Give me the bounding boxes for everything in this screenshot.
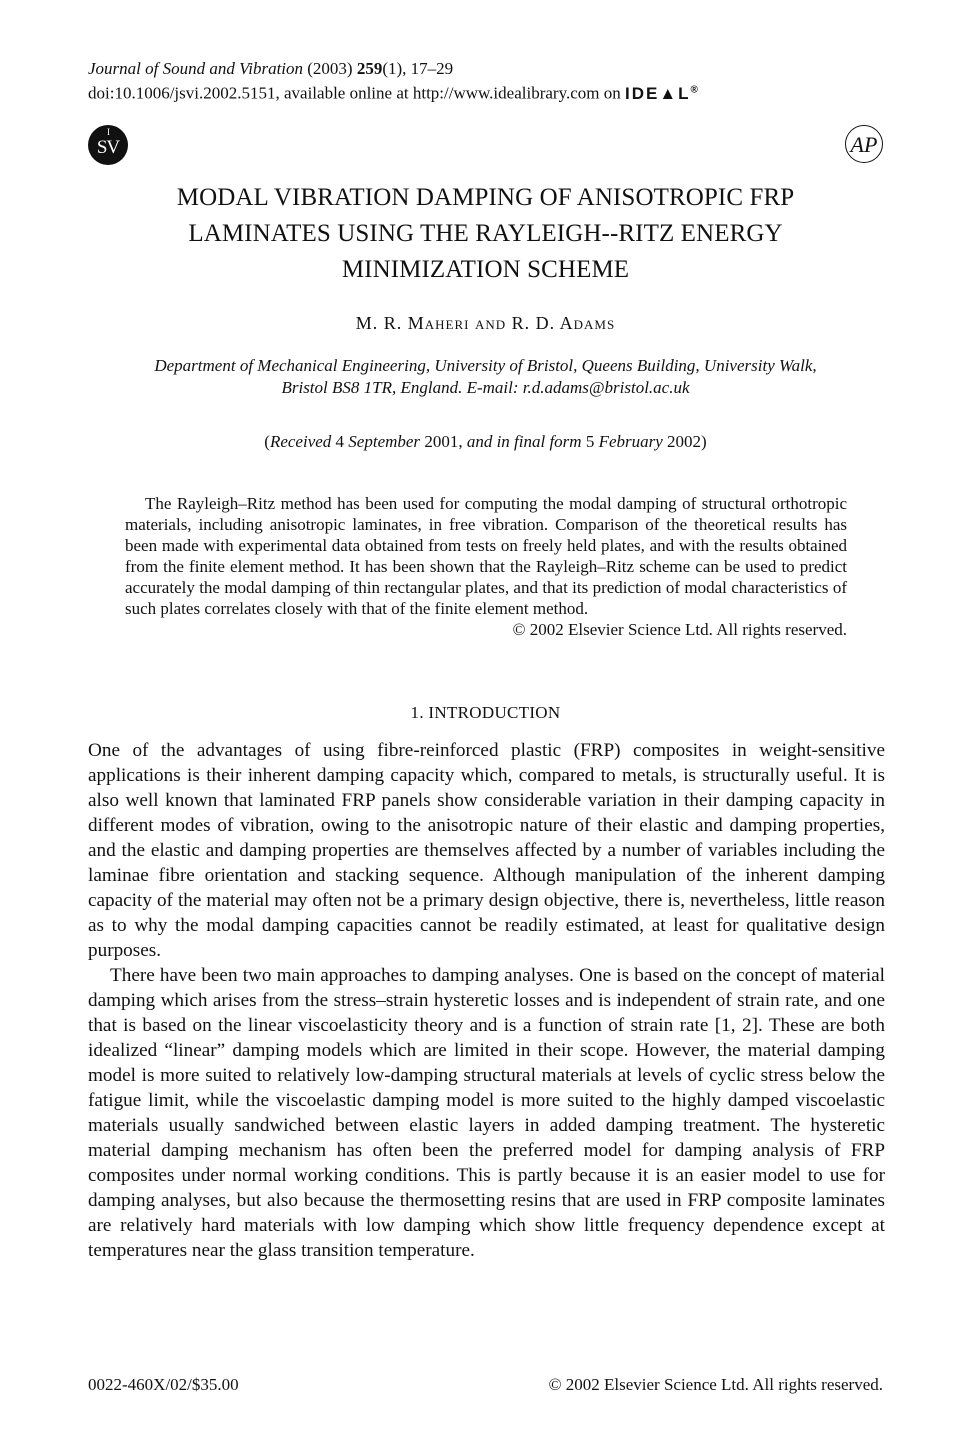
- doi-text: doi:10.1006/jsvi.2002.5151, available online at http://www.idealibrary.com on: [88, 83, 621, 103]
- journal-citation: [88, 58, 698, 79]
- sv-publisher-logo: I SV: [88, 125, 128, 165]
- paragraph: One of the advantages of using fibre-reinforced plastic (FRP) composites in weight-sensitive applications is their inherent damping capacity which, compared to metals, is structurally useful. It is also well known that laminated FRP panels show considerable variation in their damping capacity in different modes of vibration, owing to the anisotropic nature of their elastic and damping properties, and the elastic and damping properties are themselves affected by a number of variables including the laminae fibre orientation and stacking sequence. Although manipulation of the inherent damping capacity of the material may often not be a primary design objective, there is, nevertheless, little reason as to why the modal damping capacities cannot be readily estimated, at least for qualitative design purposes.: [88, 740, 885, 961]
- affiliation-line: Department of Mechanical Engineering, University of Bristol, Queens Building, University Walk,: [154, 356, 817, 375]
- affiliation: [88, 355, 883, 399]
- title-line: LAMINATES USING THE RAYLEIGH--RITZ ENERGY: [188, 220, 783, 247]
- footer-copyright: © 2002 Elsevier Science Ltd. All rights reserved.: [548, 1375, 883, 1394]
- ideal-logo: IDE▲L®: [624, 83, 698, 103]
- journal-name: Journal of Sound and Vibration: [88, 59, 304, 78]
- journal-header: [88, 58, 698, 104]
- affiliation-line: Bristol BS8 1TR, England. E-mail: r.d.adams@bristol.ac.uk: [281, 378, 690, 397]
- abstract: [125, 493, 847, 640]
- journal-volume: 259: [356, 59, 383, 78]
- ap-publisher-logo: AP: [845, 125, 883, 163]
- paper-title: [60, 180, 911, 288]
- section-heading: 1. INTRODUCTION: [410, 703, 561, 722]
- abstract-text: The Rayleigh–Ritz method has been used for computing the modal damping of structural orthotropic materials, including anisotropic laminates, in free vibration. Comparison of the theoretical results has been made with experimental data obtained from tests on freely held plates, and with the results obtained from the finite element method. It has been shown that the Rayleigh–Ritz scheme can be used to predict accurately the modal damping of thin rectangular plates, and that its prediction of modal characteristics of such plates correlates closely with that of the finite element method.: [125, 494, 847, 618]
- abstract-copyright: © 2002 Elsevier Science Ltd. All rights reserved.: [512, 620, 847, 639]
- body-text: [88, 738, 885, 1263]
- title-line: MODAL VIBRATION DAMPING OF ANISOTROPIC FRP: [176, 184, 795, 211]
- paragraph: There have been two main approaches to damping analyses. One is based on the concept of material damping which arises from the stress–strain hysteretic losses and is independent of strain rate, and one that is based on the linear viscoelasticity theory and is a function of strain rate [1, 2]. These are both idealized “linear” damping models which are limited in their scope. However, the material damping model is more suited to relatively low-damping structural materials at levels of cyclic stress below the fatigue limit, while the viscoelastic damping model is more suited to the highly damped viscoelastic materials usually sandwiched between elastic layers in added damping treatment. The hysteretic material damping mechanism has often been the preferred model for damping analysis of FRP composites under normal working conditions. This is partly because it is an easier model to use for damping analyses, but also because the thermosetting resins that are used in FRP composite laminates are relatively hard materials with low damping which show little frequency dependence except at temperatures near the glass transition temperature.: [88, 965, 885, 1261]
- received-dates: (Received 4 September 2001, and in final form 5 February 2002): [264, 432, 707, 451]
- journal-issue-pages: (1), 17–29: [382, 59, 454, 78]
- footer-issn: 0022-460X/02/$35.00: [88, 1375, 239, 1394]
- journal-year: (2003): [307, 59, 353, 78]
- ideal-logo-a-icon: ▲: [659, 83, 679, 103]
- title-line: MINIMIZATION SCHEME: [341, 256, 630, 283]
- doi-line: [88, 79, 698, 104]
- authors: M. R. Maheri and R. D. Adams: [355, 313, 616, 333]
